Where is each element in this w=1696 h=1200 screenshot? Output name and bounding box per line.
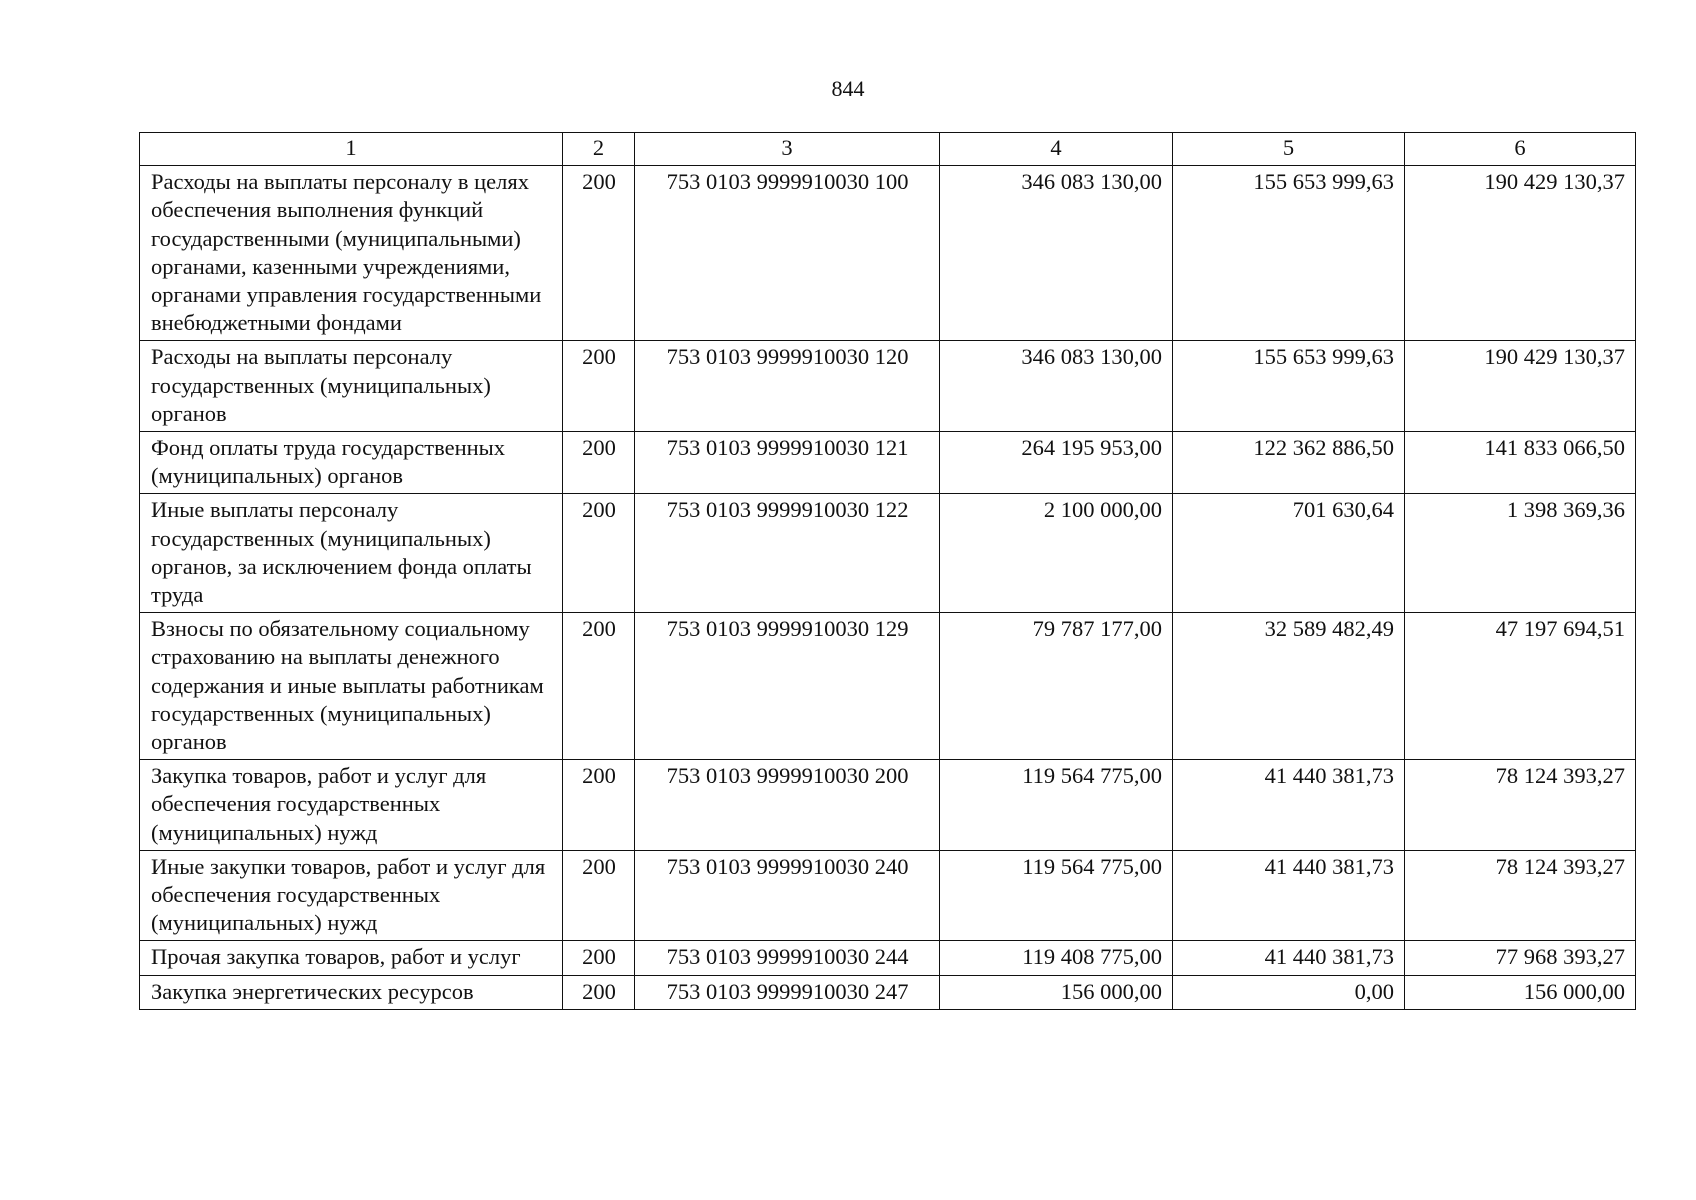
row-executed: 32 589 482,49 — [1173, 613, 1405, 760]
row-approved: 156 000,00 — [940, 975, 1173, 1009]
row-name: Иные закупки товаров, работ и услуг для обеспечения государственных (муниципальных) нужд — [140, 850, 563, 941]
row-section: 200 — [563, 975, 635, 1009]
row-executed: 701 630,64 — [1173, 494, 1405, 613]
row-code: 753 0103 9999910030 247 — [635, 975, 940, 1009]
table-body — [140, 166, 1636, 1010]
row-section: 200 — [563, 613, 635, 760]
row-approved: 119 564 775,00 — [940, 850, 1173, 941]
row-section: 200 — [563, 760, 635, 851]
row-name: Взносы по обязательному социальному страхованию на выплаты денежного содержания и иные выплаты работникам государственных (муниципальных) органов — [140, 613, 563, 760]
row-approved: 119 408 775,00 — [940, 941, 1173, 975]
row-section: 200 — [563, 850, 635, 941]
table-row — [140, 166, 1636, 341]
row-approved: 264 195 953,00 — [940, 432, 1173, 494]
row-name: Закупка энергетических ресурсов — [140, 975, 563, 1009]
row-executed: 122 362 886,50 — [1173, 432, 1405, 494]
table-row — [140, 850, 1636, 941]
row-code: 753 0103 9999910030 100 — [635, 166, 940, 341]
row-section: 200 — [563, 166, 635, 341]
column-header-6: 6 — [1405, 133, 1636, 166]
row-code: 753 0103 9999910030 244 — [635, 941, 940, 975]
table-row — [140, 494, 1636, 613]
row-approved: 119 564 775,00 — [940, 760, 1173, 851]
row-remainder: 190 429 130,37 — [1405, 166, 1636, 341]
row-approved: 346 083 130,00 — [940, 166, 1173, 341]
row-approved: 79 787 177,00 — [940, 613, 1173, 760]
table-header — [140, 133, 1636, 166]
table-row — [140, 941, 1636, 975]
column-header-2: 2 — [563, 133, 635, 166]
row-approved: 2 100 000,00 — [940, 494, 1173, 613]
row-remainder: 77 968 393,27 — [1405, 941, 1636, 975]
budget-table — [139, 132, 1636, 1010]
row-remainder: 47 197 694,51 — [1405, 613, 1636, 760]
column-header-3: 3 — [635, 133, 940, 166]
column-header-1: 1 — [140, 133, 563, 166]
row-code: 753 0103 9999910030 200 — [635, 760, 940, 851]
row-code: 753 0103 9999910030 122 — [635, 494, 940, 613]
row-remainder: 1 398 369,36 — [1405, 494, 1636, 613]
table-row — [140, 341, 1636, 432]
page-number: 844 — [831, 76, 865, 101]
row-code: 753 0103 9999910030 240 — [635, 850, 940, 941]
row-executed: 155 653 999,63 — [1173, 341, 1405, 432]
row-executed: 41 440 381,73 — [1173, 850, 1405, 941]
row-section: 200 — [563, 494, 635, 613]
row-section: 200 — [563, 432, 635, 494]
table-row — [140, 613, 1636, 760]
row-approved: 346 083 130,00 — [940, 341, 1173, 432]
row-name: Закупка товаров, работ и услуг для обеспечения государственных (муниципальных) нужд — [140, 760, 563, 851]
row-remainder: 78 124 393,27 — [1405, 760, 1636, 851]
column-header-5: 5 — [1173, 133, 1405, 166]
row-remainder: 156 000,00 — [1405, 975, 1636, 1009]
row-name: Иные выплаты персоналу государственных (муниципальных) органов, за исключением фонда оплаты труда — [140, 494, 563, 613]
table-row — [140, 432, 1636, 494]
row-code: 753 0103 9999910030 120 — [635, 341, 940, 432]
row-section: 200 — [563, 341, 635, 432]
header-row — [140, 133, 1636, 166]
row-executed: 0,00 — [1173, 975, 1405, 1009]
row-remainder: 78 124 393,27 — [1405, 850, 1636, 941]
row-code: 753 0103 9999910030 121 — [635, 432, 940, 494]
row-remainder: 190 429 130,37 — [1405, 341, 1636, 432]
row-section: 200 — [563, 941, 635, 975]
row-executed: 41 440 381,73 — [1173, 941, 1405, 975]
row-code: 753 0103 9999910030 129 — [635, 613, 940, 760]
row-name: Расходы на выплаты персоналу государственных (муниципальных) органов — [140, 341, 563, 432]
row-remainder: 141 833 066,50 — [1405, 432, 1636, 494]
row-name: Фонд оплаты труда государственных (муниципальных) органов — [140, 432, 563, 494]
row-name: Расходы на выплаты персоналу в целях обеспечения выполнения функций государственными (муниципальными) органами, казенными учреждениями, органами управления государственными внебюджетными фондами — [140, 166, 563, 341]
row-executed: 155 653 999,63 — [1173, 166, 1405, 341]
column-header-4: 4 — [940, 133, 1173, 166]
table-row — [140, 760, 1636, 851]
row-name: Прочая закупка товаров, работ и услуг — [140, 941, 563, 975]
row-executed: 41 440 381,73 — [1173, 760, 1405, 851]
table-row — [140, 975, 1636, 1009]
